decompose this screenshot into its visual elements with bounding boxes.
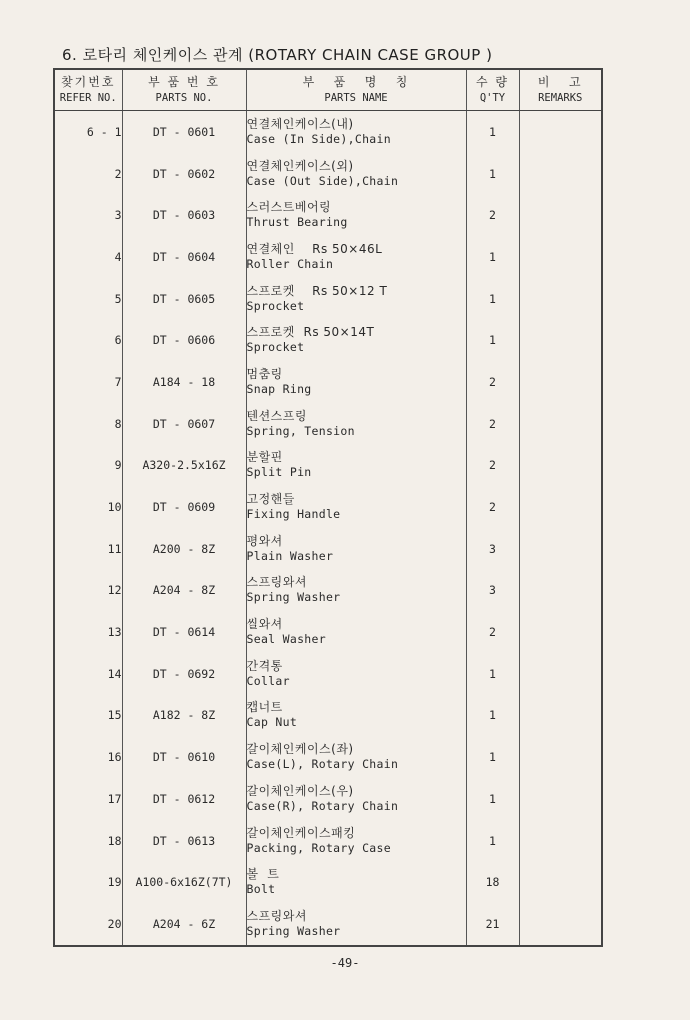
qty-cell: 2 [466,194,519,236]
refer-no-cell: 6 - 1 [54,111,122,153]
header-parts-name [246,69,466,111]
parts-no-cell: DT - 0614 [122,611,246,653]
parts-name-ko: 스프링와셔 [246,575,307,590]
parts-name-en: Sprocket [246,340,305,355]
parts-no-cell: DT - 0605 [122,278,246,320]
remarks-cell [519,445,602,487]
parts-no-cell: A184 - 18 [122,361,246,403]
remarks-cell [519,528,602,570]
table-row [54,611,602,653]
refer-no-cell: 5 [54,278,122,320]
header-refer-no-en: REFER NO. [59,92,117,104]
refer-no-cell: 13 [54,611,122,653]
parts-name-ko: 연결체인케이스(외) [246,158,354,173]
parts-name-cell [246,778,466,820]
table-row [54,236,602,278]
header-parts-no-ko: 부 품 번 호 [148,75,220,89]
parts-no-cell: DT - 0602 [122,153,246,195]
parts-name-en: Sprocket [246,298,305,313]
parts-name-cell [246,653,466,695]
header-remarks [519,69,602,111]
parts-no-cell: DT - 0609 [122,486,246,528]
remarks-cell [519,695,602,737]
parts-name-ko: 멈춤링 [246,366,283,381]
parts-name-en: Case (Out Side),Chain [246,173,399,188]
parts-no-cell: DT - 0692 [122,653,246,695]
parts-name-ko: 연결체인 Rs 50×46L [246,241,383,256]
remarks-cell [519,820,602,862]
refer-no-cell: 10 [54,486,122,528]
refer-no-cell: 3 [54,194,122,236]
qty-cell: 2 [466,403,519,445]
remarks-cell [519,236,602,278]
refer-no-cell: 19 [54,861,122,903]
remarks-cell [519,570,602,612]
parts-no-cell: A204 - 8Z [122,570,246,612]
table-row [54,153,602,195]
remarks-cell [519,611,602,653]
qty-cell: 3 [466,528,519,570]
header-qty-en: Q'TY [479,92,506,104]
refer-no-cell: 8 [54,403,122,445]
parts-name-cell [246,903,466,946]
parts-no-cell: A100-6x16Z(7T) [122,861,246,903]
refer-no-cell: 17 [54,778,122,820]
refer-no-cell: 7 [54,361,122,403]
parts-name-cell [246,236,466,278]
table-row [54,570,602,612]
table-row [54,194,602,236]
refer-no-cell: 6 [54,319,122,361]
parts-name-ko: 분할핀 [246,450,283,465]
parts-name-ko: 텐션스프링 [246,408,307,423]
parts-name-ko: 평와셔 [246,533,283,548]
parts-name-ko: 스프로켓 Rs 50×12 T [246,283,388,298]
parts-name-ko: 연결체인케이스(내) [246,116,354,131]
header-parts-name-ko: 부 품 명 칭 [302,75,410,89]
table-row [54,486,602,528]
remarks-cell [519,903,602,946]
refer-no-cell: 15 [54,695,122,737]
parts-no-cell: DT - 0606 [122,319,246,361]
table-row [54,778,602,820]
header-remarks-ko: 비 고 [537,75,583,89]
qty-cell: 2 [466,611,519,653]
refer-no-cell: 2 [54,153,122,195]
parts-no-cell: DT - 0604 [122,236,246,278]
parts-name-en: Spring, Tension [246,423,355,438]
parts-name-ko: 스프링와셔 [246,908,307,923]
refer-no-cell: 20 [54,903,122,946]
parts-name-en: Bolt [246,882,276,897]
parts-name-en: Case(R), Rotary Chain [246,798,399,813]
page-number: -49- [330,956,360,970]
parts-name-cell [246,570,466,612]
qty-cell: 2 [466,445,519,487]
parts-name-en: Seal Washer [246,632,326,647]
qty-cell: 21 [466,903,519,946]
header-parts-no [122,69,246,111]
refer-no-cell: 16 [54,736,122,778]
parts-name-cell [246,278,466,320]
header-remarks-en: REMARKS [538,92,583,104]
parts-name-en: Packing, Rotary Case [246,840,391,855]
parts-no-cell: DT - 0610 [122,736,246,778]
parts-name-en: Case (In Side),Chain [246,131,391,146]
parts-table [53,68,603,947]
parts-name-en: Case(L), Rotary Chain [246,757,399,772]
parts-name-cell [246,695,466,737]
parts-no-cell: DT - 0601 [122,111,246,153]
qty-cell: 2 [466,486,519,528]
qty-cell: 1 [466,820,519,862]
table-row [54,445,602,487]
parts-name-ko: 스프로켓 Rs 50×14T [246,325,375,340]
parts-name-cell [246,486,466,528]
remarks-cell [519,194,602,236]
table-row [54,861,602,903]
parts-name-cell [246,528,466,570]
parts-name-ko: 고정핸들 [246,492,295,507]
qty-cell: 1 [466,695,519,737]
table-row [54,528,602,570]
parts-name-en: Snap Ring [246,381,312,396]
parts-name-en: Spring Washer [246,590,341,605]
remarks-cell [519,861,602,903]
parts-no-cell: DT - 0612 [122,778,246,820]
qty-cell: 1 [466,319,519,361]
qty-cell: 1 [466,778,519,820]
refer-no-cell: 14 [54,653,122,695]
parts-name-en: Fixing Handle [246,507,341,522]
table-row [54,736,602,778]
header-parts-name-en: PARTS NAME [324,92,388,104]
parts-no-cell: A204 - 6Z [122,903,246,946]
parts-no-cell: DT - 0603 [122,194,246,236]
parts-name-ko: 갈이체인케이스(좌) [246,742,354,757]
parts-name-ko: 스러스트베어링 [246,200,332,215]
parts-no-cell: DT - 0607 [122,403,246,445]
qty-cell: 1 [466,236,519,278]
table-row [54,903,602,946]
table-row [54,820,602,862]
refer-no-cell: 9 [54,445,122,487]
parts-name-cell [246,153,466,195]
parts-no-cell: A320-2.5x16Z [122,445,246,487]
parts-name-ko: 간격통 [246,658,283,673]
parts-name-cell [246,194,466,236]
parts-name-en: Roller Chain [246,256,334,271]
remarks-cell [519,111,602,153]
remarks-cell [519,319,602,361]
parts-name-cell [246,736,466,778]
remarks-cell [519,736,602,778]
parts-name-cell [246,319,466,361]
table-row [54,319,602,361]
parts-name-ko: 갈이체인케이스패킹 [246,825,356,840]
parts-name-cell [246,861,466,903]
remarks-cell [519,653,602,695]
parts-name-cell [246,111,466,153]
parts-name-cell [246,403,466,445]
parts-name-cell [246,611,466,653]
parts-name-en: Collar [246,673,290,688]
table-row [54,361,602,403]
parts-name-cell [246,361,466,403]
parts-name-cell [246,820,466,862]
table-row [54,695,602,737]
parts-name-en: Thrust Bearing [246,215,348,230]
qty-cell: 2 [466,361,519,403]
table-row [54,403,602,445]
refer-no-cell: 11 [54,528,122,570]
qty-cell: 1 [466,653,519,695]
parts-name-en: Spring Washer [246,923,341,938]
parts-no-cell: A182 - 8Z [122,695,246,737]
table-header-row [54,69,602,111]
remarks-cell [519,778,602,820]
parts-name-en: Plain Washer [246,548,334,563]
table-row [54,653,602,695]
remarks-cell [519,153,602,195]
qty-cell: 1 [466,278,519,320]
remarks-cell [519,403,602,445]
refer-no-cell: 18 [54,820,122,862]
parts-no-cell: A200 - 8Z [122,528,246,570]
header-refer-no-ko: 찾기번호 [61,75,116,89]
parts-name-ko: 갈이체인케이스(우) [246,783,354,798]
qty-cell: 3 [466,570,519,612]
parts-name-en: Split Pin [246,465,312,480]
header-refer-no [54,69,122,111]
parts-no-cell: DT - 0613 [122,820,246,862]
remarks-cell [519,361,602,403]
qty-cell: 18 [466,861,519,903]
qty-cell: 1 [466,111,519,153]
qty-cell: 1 [466,153,519,195]
remarks-cell [519,486,602,528]
header-parts-no-en: PARTS NO. [155,92,213,104]
parts-name-en: Cap Nut [246,715,298,730]
table-row [54,278,602,320]
header-qty [466,69,519,111]
refer-no-cell: 4 [54,236,122,278]
header-qty-ko: 수 량 [476,75,509,89]
table-row [54,111,602,153]
parts-name-cell [246,445,466,487]
page-title: 6. 로타리 체인케이스 관계 (ROTARY CHAIN CASE GROUP ) [62,46,493,64]
refer-no-cell: 12 [54,570,122,612]
remarks-cell [519,278,602,320]
parts-name-ko: 캡너트 [246,700,283,715]
parts-name-ko: 씰와셔 [246,617,283,632]
parts-name-ko: 볼 트 [246,867,280,882]
qty-cell: 1 [466,736,519,778]
